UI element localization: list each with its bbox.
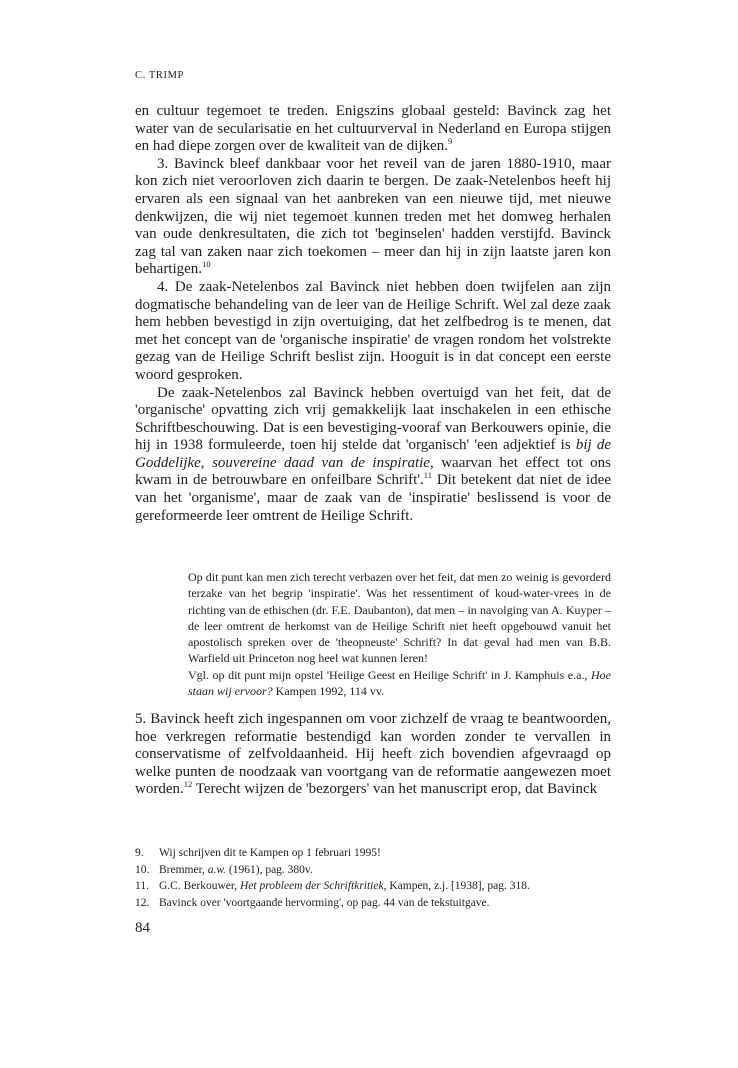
footnote-9: 9. Wij schrijven dit te Kampen op 1 februari 1995! xyxy=(135,847,381,859)
paragraph-1: en cultuur tegemoet te treden. Enigszins globaal gesteld: Bavinck zag het water van de secularisatie en het cultuurverval in Nederland en Europa stijgen en had diepe zorgen over de kwaliteit van de dijken.$^9$ xyxy=(135,103,611,155)
note-reference: Vgl. op dit punt mijn opstel 'Heilige Geest en Heilige Schrift' in J. Kamphuis e.a., Hoe staan wij ervoor? Kampen 1992, 114 vv. xyxy=(188,667,611,699)
italic-phrase: bij de Goddelijke, souvereine daad van de inspiratie xyxy=(135,437,611,471)
page-number: 84 xyxy=(135,920,150,936)
paragraph-5: 5. Bavinck heeft zich ingespannen om voor zichzelf de vraag te beantwoorden, hoe verkregen reformatie bestendigd kan worden zonder te vervallen in conservatisme of zelfvoldaanheid. Hij heeft zich bovendien afgevraagd op welke punten de noodzaak van voortgang van de reformatie aangewezen moet worden.$^{12}$ Terecht wijzen de 'bezorgers' van het manuscript erop, dat Bavinck xyxy=(135,711,611,798)
note-text: Op dit punt kan men zich terecht verbazen over het feit, dat men zo weinig is gevorderd terzake van het begrip 'inspiratie'. Was het ressentiment of koud-water-vrees in de richting van de ethischen (dr. F.E. Daubanton), dat men – in navolging van A. Kuyper – de leer omtrent de herkomst van de Heilige Schrift niet heeft opgebouwd vanuit het apostolisch spreken over de 'theopneuste' Schrift? In dat geval had men van B.B. Warfield uit Princeton nog heel wat kunnen leren! xyxy=(188,570,611,666)
paragraph-3: 4. De zaak-Netelenbos zal Bavinck niet hebben doen twijfelen aan zijn dogmatische behandeling van de leer van de Heilige Schrift. Wel zal deze zaak hem hebben bevestigd in zijn overtuiging, dat het zelfbedrog is te menen, dat met het concept van de 'organische inspiratie' de vragen rondom het volstrekte gezag van de Heilige Schrift beslist zijn. Hooguit is in dat concept een eerste woord gesproken. xyxy=(135,278,611,383)
footnotes xyxy=(135,845,611,911)
footnote-10: 10. Bremmer, a.w. (1961), pag. 380v. xyxy=(135,863,313,876)
footnote-ref-12: 12 xyxy=(183,779,193,790)
footnote-ref-10: 10 xyxy=(202,259,211,270)
footnote-12: 12. Bavinck over 'voortgaande hervorming', op pag. 44 van de tekstuitgave. xyxy=(135,896,490,909)
paragraph-2: 3. Bavinck bleef dankbaar voor het reveil van de jaren 1880-1910, maar kon zich niet veroorloven zich daarin te bergen. De zaak-Netelenbos heeft hij ervaren als een signaal van het aanbreken van een nieuwe tijd, met nieuwe denkwijzen, die wij niet tegemoet kunnen treden met het domweg herhalen van oude denkresultaten, die zich tot 'beginselen' hadden verstijfd. Bavinck zag tal van zaken naar zich toekomen – meer dan hij in zijn laatste jaren kon behartigen.$^{10}$ xyxy=(135,155,611,278)
footnote-ref-11: 11 xyxy=(423,470,432,481)
main-text-block xyxy=(135,103,611,525)
main-text-block-2 xyxy=(135,711,611,799)
footnote-11: 11. G.C. Berkouwer, Het probleem der Schriftkritiek, Kampen, z.j. [1938], pag. 318. xyxy=(135,880,530,892)
running-head: C. TRIMP xyxy=(135,70,184,81)
paragraph-4: De zaak-Netelenbos zal Bavinck hebben overtuigd van het feit, dat de 'organische' opvatting zich vrij gemakkelijk laat inschakelen in een ethische Schriftbeschouwing. Dat is een bevestiging-vooraf van Berkouwers opinie, die hij in 1938 formuleerde, toen hij stelde dat 'organisch' 'een adjektief is bij de Goddelijke, souvereine daad van de inspiratie, waarvan het effect tot ons kwam in de betrouwbare en onfeilbare Schrift'.$^{11}$ Dit betekent dat niet de idee van het 'organisme', maar de zaak van de 'inspiratie' beslissend is voor de gereformeerde leer omtrent de Heilige Schrift. xyxy=(135,384,611,524)
indented-note xyxy=(188,569,611,699)
note-italic-title: Hoe staan wij ervoor? xyxy=(188,667,611,699)
footnote-ref-9: 9 xyxy=(447,136,453,147)
